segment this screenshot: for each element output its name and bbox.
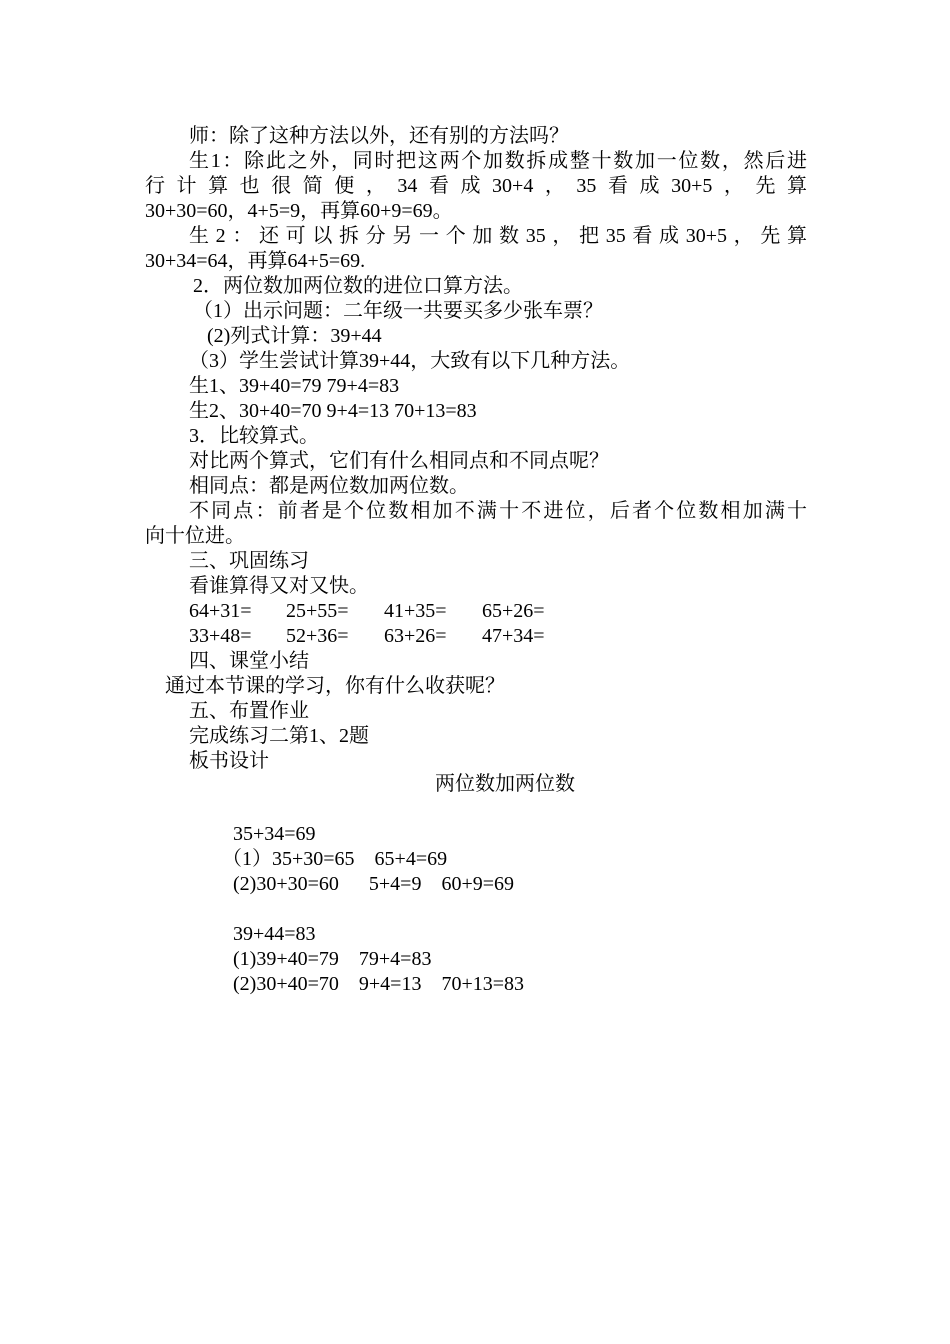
exercise-item: 47+34= [482, 625, 545, 647]
board-spacer [222, 897, 524, 922]
board-line: 35+34=69 [233, 823, 316, 845]
exercise-item: 25+55= [286, 600, 349, 622]
paragraph: 通过本节课的学习，你有什么收获呢？ [165, 675, 505, 697]
paragraph: 生2、30+40=70 9+4=13 70+13=83 [189, 400, 477, 422]
paragraph: 对比两个算式，它们有什么相同点和不同点呢？ [189, 450, 609, 472]
board-line: （1）35+30=65 65+4=69 [222, 848, 448, 870]
paragraph: 3．比较算式。 [189, 425, 319, 447]
paragraph: （1）出示问题：二年级一共要买多少张车票？ [193, 300, 603, 322]
paragraph: 看谁算得又对又快。 [189, 575, 369, 597]
paragraph: 向十位进。 [145, 525, 245, 547]
paragraph: (2)列式计算：39+44 [207, 325, 382, 347]
board-title: 两位数加两位数 [435, 773, 575, 795]
paragraph: 2．两位数加两位数的进位口算方法。 [193, 275, 523, 297]
paragraph: （3）学生尝试计算39+44，大致有以下几种方法。 [189, 350, 631, 372]
section-heading: 四、课堂小结 [189, 650, 309, 672]
exercise-row [145, 624, 807, 649]
paragraph: 生1、39+40=79 79+4=83 [189, 375, 400, 397]
exercise-item: 41+35= [384, 600, 447, 622]
lesson-text [145, 124, 807, 774]
paragraph: 师：除了这种方法以外，还有别的方法吗？ [189, 125, 569, 147]
paragraph: 行计算也很简便，34看成30+4，35看成30+5，先算 [145, 175, 807, 197]
exercise-row [145, 599, 807, 624]
exercise-item: 63+26= [384, 625, 447, 647]
board-design [222, 822, 524, 997]
board-line: (1)39+40=79 79+4=83 [233, 948, 432, 970]
section-heading: 五、布置作业 [189, 700, 309, 722]
exercise-item: 65+26= [482, 600, 545, 622]
paragraph: 30+34=64，再算64+5=69. [145, 250, 366, 272]
paragraph: 不同点：前者是个位数相加不满十不进位，后者个位数相加满十 [189, 500, 807, 522]
board-line: (2)30+30=60 5+4=9 60+9=69 [233, 873, 514, 895]
paragraph: 板书设计 [189, 750, 269, 772]
paragraph: 生2：还可以拆分另一个加数35，把35看成30+5，先算 [189, 225, 807, 247]
section-heading: 三、巩固练习 [189, 550, 309, 572]
paragraph: 相同点：都是两位数加两位数。 [189, 475, 469, 497]
exercise-item: 52+36= [286, 625, 349, 647]
exercise-item: 33+48= [189, 625, 252, 647]
paragraph: 生1：除此之外，同时把这两个加数拆成整十数加一位数，然后进 [189, 150, 807, 172]
board-line: (2)30+40=70 9+4=13 70+13=83 [233, 973, 524, 995]
paragraph: 完成练习二第1、2题 [189, 725, 369, 747]
paragraph: 30+30=60，4+5=9，再算60+9=69。 [145, 200, 453, 222]
exercise-item: 64+31= [189, 600, 252, 622]
board-line: 39+44=83 [233, 923, 316, 945]
